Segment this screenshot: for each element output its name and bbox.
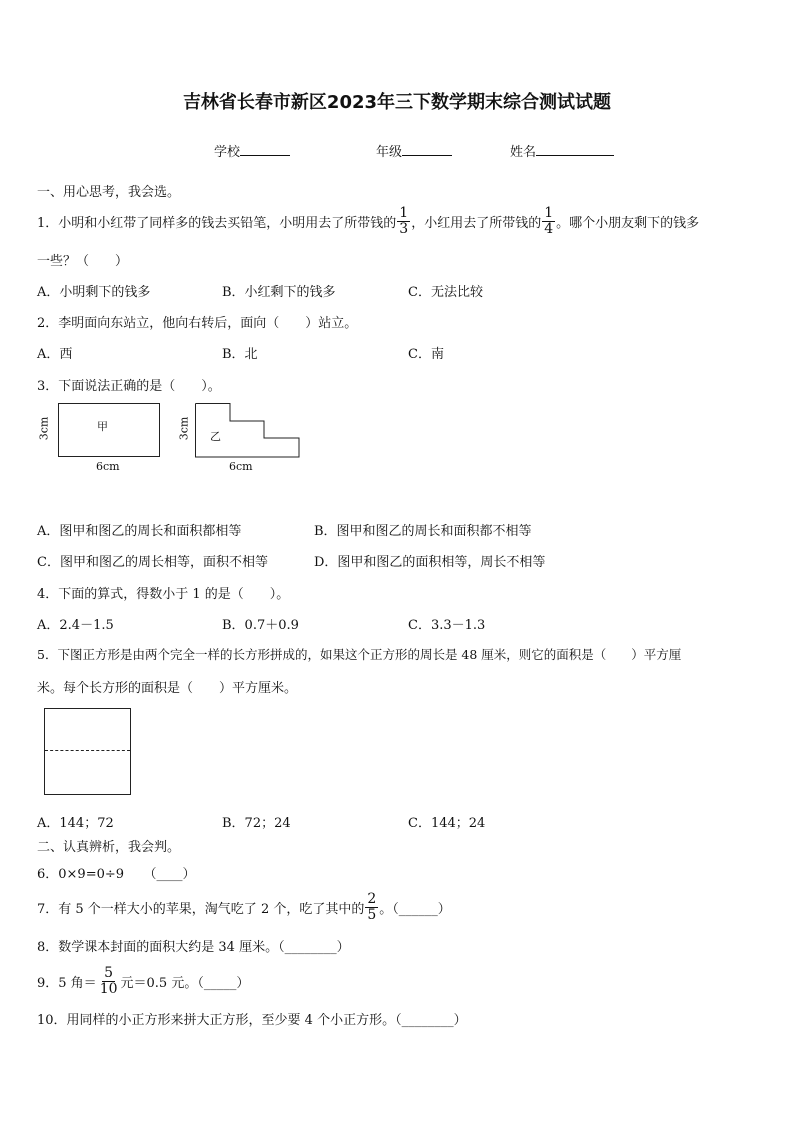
q2-option-c[interactable]: C．南 <box>408 347 444 362</box>
q2-option-a[interactable]: A．西 <box>37 347 73 362</box>
q7-fraction <box>365 892 378 922</box>
q2-stem: 2．李明面向东站立，他向右转后，面向（ ）站立。 <box>37 316 358 331</box>
q5-option-b[interactable]: B．72；24 <box>222 816 291 831</box>
q1-text-a: 1．小明和小红带了同样多的钱去买铅笔，小明用去了所带钱的 <box>37 215 397 231</box>
grade-blank[interactable] <box>402 143 452 156</box>
q3-stem: 3．下面说法正确的是（ ）。 <box>37 379 221 394</box>
frac-den: 3 <box>399 220 409 237</box>
school-blank[interactable] <box>240 143 290 156</box>
square-figure <box>44 708 131 795</box>
q5-stem-line1: 5．下图正方形是由两个完全一样的长方形拼成的，如果这个正方形的周长是 48 厘米，则它的面积是（ ）平方厘 <box>37 647 682 662</box>
figure-yi-width-label: 6cm <box>229 460 253 473</box>
q8-statement: 8．数学课本封面的面积大约是 34 厘米。（________） <box>37 940 350 955</box>
q3-option-a[interactable]: A．图甲和图乙的周长和面积都相等 <box>37 524 242 539</box>
q1-text-b: ，小红用去了所带钱的 <box>411 215 542 231</box>
square-divider-dashed <box>45 750 130 751</box>
q7-text-a: 7．有 5 个一样大小的苹果，淘气吃了 2 个，吃了其中的 <box>37 901 365 917</box>
q9-fraction <box>98 966 120 996</box>
figure-jia-width-label: 6cm <box>96 460 120 473</box>
figure-jia-label: 甲 <box>97 420 108 433</box>
q1-line2: 一些？（ ） <box>37 254 129 269</box>
q9-text-b: 元＝0.5 元。（_____） <box>120 975 250 991</box>
section2-heading: 二、认真辨析，我会判。 <box>37 840 181 855</box>
q5-stem-line2: 米。每个长方形的面积是（ ）平方厘米。 <box>37 681 298 696</box>
q3-option-c[interactable]: C．图甲和图乙的周长相等，面积不相等 <box>37 555 268 570</box>
q1-option-a[interactable]: A．小明剩下的钱多 <box>37 285 151 300</box>
grade-label: 年级 <box>376 145 403 160</box>
q3-option-b[interactable]: B．图甲和图乙的周长和面积都不相等 <box>314 524 532 539</box>
figure-jia-height-label: 3cm <box>37 416 51 441</box>
q9-statement <box>37 962 249 1000</box>
page-title: 吉林省长春市新区2023年三下数学期末综合测试试题 <box>182 92 612 113</box>
q5-option-c[interactable]: C．144；24 <box>408 816 486 831</box>
q9-text-a: 9．5 角＝ <box>37 975 97 991</box>
q1-option-c[interactable]: C．无法比较 <box>408 285 483 300</box>
school-field[interactable] <box>214 141 290 160</box>
q2-option-b[interactable]: B．北 <box>222 347 258 362</box>
frac-num: 1 <box>399 204 409 221</box>
q1-option-b[interactable]: B．小红剩下的钱多 <box>222 285 336 300</box>
frac-den: 10 <box>99 980 118 997</box>
frac-num: 2 <box>367 890 377 907</box>
q4-option-b[interactable]: B．0.7＋0.9 <box>222 618 299 633</box>
q4-stem: 4．下面的算式，得数小于 1 的是（ ）。 <box>37 587 290 602</box>
name-blank[interactable] <box>536 143 614 156</box>
q4-option-c[interactable]: C．3.3－1.3 <box>408 618 486 633</box>
name-field[interactable] <box>510 141 614 160</box>
grade-field[interactable] <box>376 141 452 160</box>
q7-text-b: 。（______） <box>379 901 451 917</box>
frac-num: 1 <box>544 204 554 221</box>
school-label: 学校 <box>214 145 241 160</box>
q5-option-a[interactable]: A．144；72 <box>37 816 114 831</box>
q7-statement <box>37 888 451 926</box>
figure-jia-rectangle <box>58 403 160 457</box>
q1-fraction-2 <box>542 206 555 236</box>
figure-yi-label: 乙 <box>210 430 221 443</box>
section1-heading: 一、用心思考，我会选。 <box>37 185 181 200</box>
figure-yi-height-label: 3cm <box>177 416 191 441</box>
q1-fraction-1 <box>397 206 410 236</box>
q10-statement: 10．用同样的小正方形来拼大正方形，至少要 4 个小正方形。（________） <box>37 1013 467 1028</box>
q1-stem <box>37 203 699 239</box>
name-label: 姓名 <box>510 145 537 160</box>
q6-statement: 6．0×9=0÷9 （____） <box>37 867 196 882</box>
frac-den: 5 <box>367 906 377 923</box>
q1-text-c: 。哪个小朋友剩下的钱多 <box>556 215 700 231</box>
frac-den: 4 <box>544 220 554 237</box>
frac-num: 5 <box>104 964 114 981</box>
q3-option-d[interactable]: D．图甲和图乙的面积相等，周长不相等 <box>314 555 546 570</box>
q4-option-a[interactable]: A．2.4－1.5 <box>37 618 114 633</box>
